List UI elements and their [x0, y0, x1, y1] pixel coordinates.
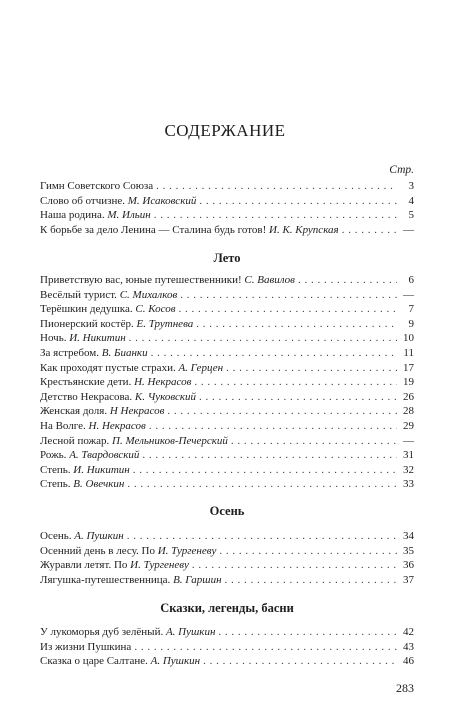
entry-page: 29: [403, 419, 414, 432]
entry-title: [40, 390, 196, 405]
entry-page: 6: [408, 274, 414, 286]
entry-author: Н. Некрасов: [134, 376, 192, 389]
leader-dots: [226, 361, 397, 376]
entry-title: [40, 361, 223, 376]
leader-dots: [218, 625, 397, 640]
section-heading-summer-wrap: [40, 251, 414, 266]
toc-entry: [40, 194, 414, 209]
leader-dots: [142, 448, 397, 463]
entry-title: [40, 194, 196, 209]
section-list-tales: [40, 625, 414, 669]
entry-text: Приветствую вас, юные путешественники!: [40, 274, 245, 286]
leader-dots: [127, 477, 397, 492]
entry-text: Сказка о царе Салтане.: [40, 655, 151, 668]
entry-author: М. Исаковский: [127, 194, 197, 207]
toc-entry: [40, 361, 414, 376]
entry-title: [40, 558, 189, 573]
entry-text: Осенний день в лесу. По: [40, 544, 158, 557]
entry-title: [40, 448, 139, 463]
entry-title: [40, 463, 130, 478]
entry-page: 4: [408, 194, 414, 207]
entry-author: В. Бианки: [101, 346, 148, 359]
leader-dots: [194, 375, 397, 390]
toc-entry: [40, 331, 414, 346]
toc-entry: [40, 288, 414, 303]
leader-dots: [203, 654, 397, 669]
entry-text: Лесной пожар.: [40, 434, 113, 447]
leader-dots: [134, 640, 397, 655]
entry-page: 34: [403, 530, 414, 542]
entry-text: Степь.: [40, 463, 74, 476]
leader-dots: [133, 463, 397, 478]
entry-text: Из жизни Пушкина: [40, 640, 132, 653]
entry-page: 26: [403, 390, 414, 403]
toc-entry: [40, 544, 414, 559]
entry-title: [40, 288, 177, 303]
entry-page: 42: [403, 626, 414, 638]
toc-entry: [40, 625, 414, 640]
entry-page: 3: [408, 180, 414, 192]
entry-text: Журавли летят. По: [40, 559, 131, 572]
entry-page: 35: [403, 544, 414, 557]
entry-author: Н Некрасов: [109, 405, 165, 418]
leader-dots: [196, 317, 397, 332]
leader-dots: [156, 179, 397, 194]
entry-author: И. Тургеневу: [130, 559, 189, 572]
leader-dots: [151, 346, 397, 361]
toc-entry: [40, 390, 414, 405]
entry-title: [40, 375, 191, 390]
leader-dots: [154, 208, 397, 223]
toc-entry: [40, 375, 414, 390]
leader-dots: [149, 419, 397, 434]
leader-dots: [127, 529, 397, 544]
toc-entry: [40, 317, 414, 332]
entry-text: Весёлый турист.: [40, 288, 120, 301]
entry-title: [40, 434, 228, 449]
entry-page: 9: [408, 317, 414, 330]
section-heading-tales-wrap: [40, 601, 414, 616]
leader-dots: [225, 573, 397, 588]
entry-title: [40, 477, 124, 492]
toc-entry: [40, 179, 414, 194]
entry-title: [40, 419, 146, 434]
toc-entry: [40, 273, 414, 288]
entry-title: [40, 208, 151, 223]
entry-author: С. Косов: [135, 303, 176, 316]
leader-dots: [298, 273, 397, 288]
toc-entry: [40, 463, 414, 478]
toc-entry: [40, 302, 414, 317]
entry-page: 43: [403, 640, 414, 653]
entry-page: 28: [403, 405, 414, 418]
entry-title: [40, 346, 148, 361]
page-number: 283: [396, 681, 414, 695]
entry-author: А. Пушкин: [74, 530, 124, 542]
page-title: СОДЕРЖАНИЕ: [164, 121, 286, 140]
section-heading-tales: Сказки, легенды, басни: [160, 601, 294, 615]
entry-title: [40, 573, 222, 588]
toc-entry: [40, 654, 414, 669]
leader-dots: [219, 544, 397, 559]
page-column-label: Стр.: [389, 164, 414, 176]
entry-text: Ночь.: [40, 332, 70, 345]
entry-author: И. Никитин: [73, 463, 130, 476]
entry-title: [40, 179, 153, 194]
entry-text: Женская доля.: [40, 405, 110, 418]
entry-text: Как проходят пустые страхи.: [40, 361, 179, 374]
toc-entry: [40, 404, 414, 419]
entry-author: И. Никитин: [69, 332, 126, 345]
leader-dots: [180, 288, 397, 303]
entry-text: Детство Некрасова.: [40, 390, 135, 403]
entry-page: 7: [408, 303, 414, 316]
entry-author: В. Овечкин: [73, 478, 125, 491]
entry-text: Степь.: [40, 478, 74, 491]
toc-entry: [40, 346, 414, 361]
entry-author: А. Пушкин: [150, 655, 201, 668]
entry-text: Наша родина.: [40, 209, 108, 222]
entry-text: У лукоморья дуб зелёный.: [40, 626, 166, 638]
toc-entry: [40, 208, 414, 223]
section-heading-autumn-wrap: [40, 504, 414, 519]
entry-page: 46: [403, 655, 414, 668]
entry-author: С. Вавилов: [244, 274, 295, 286]
leader-dots: [129, 331, 397, 346]
entry-text: Крестьянские дети.: [40, 376, 135, 389]
entry-author: М. Ильин: [107, 209, 151, 222]
entry-text: Лягушка-путешественница.: [40, 573, 174, 586]
entry-title: [40, 404, 164, 419]
entry-text: На Волге.: [40, 419, 89, 432]
toc-entry: [40, 640, 414, 655]
entry-page: —: [403, 223, 414, 236]
entry-author: А. Пушкин: [165, 626, 216, 638]
leader-dots: [178, 302, 397, 317]
leader-dots: [192, 558, 397, 573]
entry-text: Рожь.: [40, 449, 70, 462]
entry-title: [40, 654, 200, 669]
leader-dots: [199, 194, 397, 209]
entry-author: С. Михалков: [119, 288, 178, 301]
entry-page: 31: [403, 449, 414, 462]
entry-author: А. Твардовский: [69, 449, 140, 462]
toc-entry: [40, 223, 414, 238]
section-heading-autumn: Осень: [209, 504, 245, 518]
section-heading-summer: Лето: [213, 251, 241, 265]
leader-dots: [231, 434, 397, 449]
entry-title: [40, 302, 175, 317]
toc-entry: [40, 434, 414, 449]
entry-title: [40, 640, 131, 655]
entry-text: Пионерский костёр.: [40, 317, 137, 330]
leader-dots: [167, 404, 397, 419]
entry-title: [40, 317, 193, 332]
entry-page: 32: [403, 463, 414, 476]
entry-author: П. Мельников-Печерский: [112, 434, 228, 447]
entry-author: А. Герцен: [178, 361, 224, 374]
entry-title: [40, 223, 339, 238]
entry-text: Слово об отчизне.: [40, 194, 128, 207]
entry-text: Гимн Советского Союза: [40, 180, 154, 192]
entry-page: 17: [403, 361, 414, 374]
entry-author: И. Тургеневу: [157, 544, 217, 557]
toc-entry: [40, 419, 414, 434]
entry-page: 5: [408, 209, 414, 222]
toc-entry: [40, 529, 414, 544]
toc-entry: [40, 477, 414, 492]
entry-author: К. Чуковский: [134, 390, 197, 403]
entry-page: 11: [403, 346, 414, 359]
entry-page: —: [403, 288, 414, 301]
entry-title: [40, 273, 295, 288]
entry-page: 19: [403, 376, 414, 389]
entry-author: Е. Трутнева: [136, 317, 194, 330]
entry-text: К борьбе за дело Ленина — Сталина будь готов!: [40, 223, 270, 236]
entry-author: В. Гаршин: [173, 573, 222, 586]
entry-page: 37: [403, 573, 414, 586]
section-list-autumn: [40, 529, 414, 587]
entry-title: [40, 529, 124, 544]
entry-author: Н. Некрасов: [88, 419, 146, 432]
entry-title: [40, 625, 215, 640]
entry-title: [40, 544, 216, 559]
entry-page: 33: [403, 478, 414, 491]
entry-page: —: [403, 434, 414, 447]
leader-dots: [199, 390, 397, 405]
entry-title: [40, 331, 126, 346]
entry-page: 36: [403, 559, 414, 572]
toc-entry: [40, 448, 414, 463]
toc-entry: [40, 558, 414, 573]
leader-dots: [342, 223, 397, 238]
entry-page: 10: [403, 332, 414, 345]
entry-text: За ястребом.: [40, 346, 102, 359]
entry-text: Осень.: [40, 530, 75, 542]
intro-list: [40, 179, 414, 237]
entry-author: И. К. Крупская: [269, 223, 339, 236]
entry-text: Терёшкин дедушка.: [40, 303, 136, 316]
toc-entry: [40, 573, 414, 588]
section-list-summer: [40, 273, 414, 492]
